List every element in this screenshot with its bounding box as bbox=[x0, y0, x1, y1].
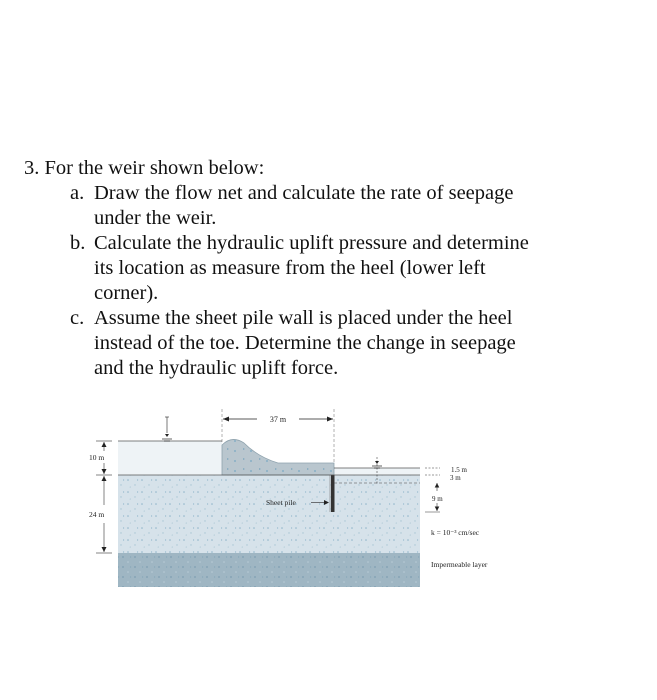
item-b-line-3: corner). bbox=[94, 282, 159, 304]
dim-label-9m: 9 m bbox=[432, 495, 443, 503]
item-c-line-1: Assume the sheet pile wall is placed under the heel bbox=[94, 307, 513, 329]
item-a-line-1: Draw the flow net and calculate the rate of seepage bbox=[94, 182, 514, 204]
item-a bbox=[70, 181, 634, 231]
item-b-line-1: Calculate the hydraulic uplift pressure and determine bbox=[94, 232, 529, 254]
weir-figure bbox=[0, 405, 657, 605]
item-b-line-2: its location as measure from the heel (lower left bbox=[94, 257, 486, 279]
permeability-label: k = 10⁻³ cm/sec bbox=[431, 528, 480, 537]
upstream-water bbox=[118, 441, 222, 475]
dimension-right bbox=[425, 466, 468, 512]
problem-statement bbox=[24, 156, 634, 381]
sheet-pile-label: Sheet pile bbox=[266, 498, 296, 507]
item-c bbox=[70, 306, 634, 381]
item-a-line-2: under the weir. bbox=[94, 207, 217, 229]
problem-title: 3. For the weir shown below: bbox=[24, 157, 265, 179]
dim-label-24m: 24 m bbox=[89, 510, 105, 519]
dim-label-1-5m: 1.5 m bbox=[451, 466, 467, 474]
item-b-label: b. bbox=[70, 232, 86, 254]
sheet-pile bbox=[331, 475, 335, 512]
item-b bbox=[70, 231, 634, 306]
dim-label-10m: 10 m bbox=[89, 453, 105, 462]
item-c-line-3: and the hydraulic uplift force. bbox=[94, 357, 339, 379]
item-a-label: a. bbox=[70, 182, 85, 204]
dimension-left bbox=[89, 441, 112, 553]
item-c-label: c. bbox=[70, 307, 85, 329]
item-c-line-2: instead of the toe. Determine the change in seepage bbox=[94, 332, 516, 354]
impermeable-label: Impermeable layer bbox=[431, 560, 488, 569]
dim-label-3m: 3 m bbox=[450, 474, 461, 482]
weir-diagram bbox=[0, 405, 657, 605]
upstream-water-level-icon bbox=[162, 417, 172, 441]
dim-label-37m: 37 m bbox=[269, 415, 287, 424]
